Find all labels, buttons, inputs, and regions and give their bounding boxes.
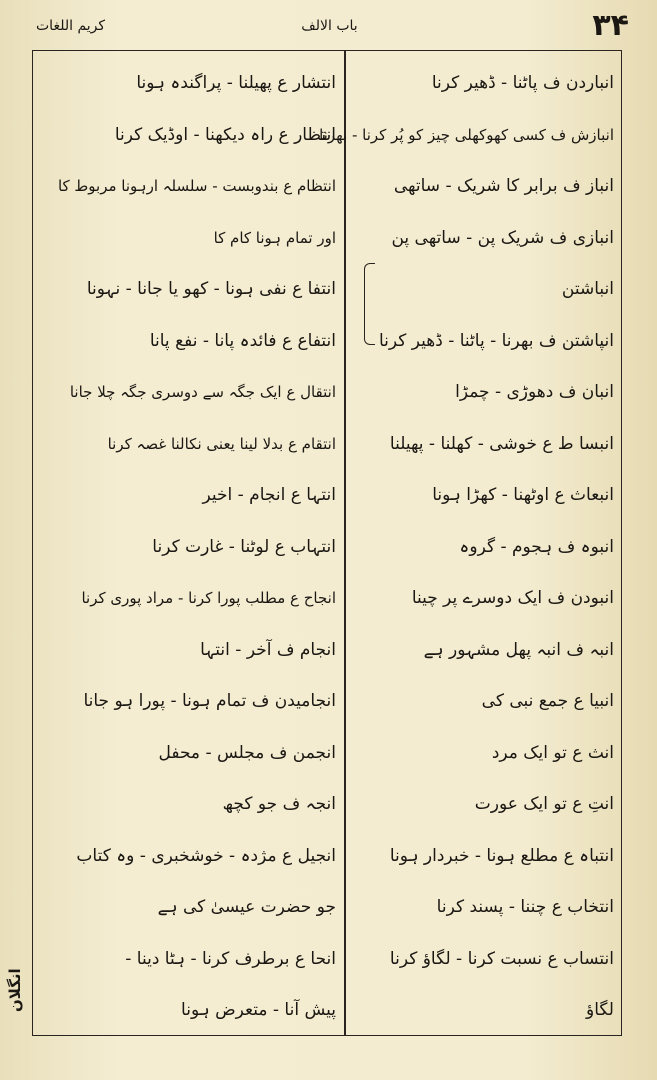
dictionary-entry: انبازش ف کسی کھوکھلی چیز کو پُر کرنا - بھرنا bbox=[319, 125, 614, 144]
dictionary-entry: انجاح ع مطلب پورا کرنا - مراد پوری کرنا bbox=[81, 589, 336, 607]
dictionary-entry: انتخاب ع چننا - پسند کرنا bbox=[436, 897, 614, 917]
dictionary-entry: انبوہ ف ہجوم - گروہ bbox=[459, 536, 614, 557]
dictionary-entry: انجیل ع مژدہ - خوشخبری - وہ کتاب bbox=[76, 845, 336, 866]
dictionary-entry: انتفا ع نفی ہونا - کھو یا جانا - نہونا bbox=[86, 279, 336, 299]
dictionary-entry: انتباہ ع مطلع ہونا - خبردار ہونا bbox=[389, 845, 614, 866]
dictionary-entry: انث ع تو ایک مرد bbox=[491, 742, 614, 763]
column-divider bbox=[344, 50, 346, 1036]
dictionary-entry: انبیا ع جمع نبی کی bbox=[481, 691, 614, 711]
dictionary-entry: انباز ف برابر کا شریک - ساتھی bbox=[393, 176, 614, 196]
dictionary-entry: انجہ ف جو کچھ bbox=[222, 794, 336, 814]
dictionary-entry: انتہاب ع لوٹنا - غارت کرنا bbox=[152, 536, 336, 557]
left-column bbox=[40, 58, 336, 1037]
dictionary-entry: انبہ ف انبہ پھل مشہور ہے bbox=[423, 639, 614, 660]
dictionary-entry: انتساب ع نسبت کرنا - لگاؤ کرنا bbox=[389, 948, 614, 969]
dictionary-entry: انتِ ع تو ایک عورت bbox=[474, 794, 614, 814]
right-column bbox=[319, 58, 614, 1037]
dictionary-entry: انتظام ع بندوبست - سلسلہ ارہونا مربوط کا bbox=[57, 177, 336, 195]
page-header bbox=[24, 8, 635, 46]
dictionary-entry: انجامیدن ف تمام ہونا - پورا ہو جانا bbox=[83, 691, 336, 711]
dictionary-entry-continuation: پیش آنا - متعرض ہونا bbox=[181, 1000, 336, 1020]
page-number: ۳۴ bbox=[592, 8, 629, 43]
dictionary-entry-continuation: اور تمام ہونا کام کا bbox=[213, 228, 336, 247]
dictionary-entry: انتظار ع راہ دیکھنا - اوڈیک کرنا bbox=[114, 124, 336, 145]
dictionary-entry: انتفاع ع فائدہ پانا - نفع پانا bbox=[149, 330, 336, 351]
dictionary-entry: انبازی ف شریک پن - ساتھی پن bbox=[391, 227, 614, 248]
dictionary-entry: انبعاث ع اوٹھنا - کھڑا ہونا bbox=[432, 485, 614, 505]
dictionary-entry: انبان ف دھوڑی - چمڑا bbox=[455, 382, 614, 402]
dictionary-entry: انپاشتن ف بھرنا - پاٹنا - ڈھیر کرنا bbox=[378, 330, 614, 351]
dictionary-entry: انبسا ط ع خوشی - کھلنا - پھیلنا bbox=[389, 433, 614, 454]
dictionary-entry: انتقال ع ایک جگہ سے دوسری جگہ چلا جانا bbox=[69, 383, 336, 401]
dictionary-entry: انجمن ف مجلس - محفل bbox=[158, 742, 336, 763]
dictionary-entry: انجام ف آخر - انتہا bbox=[200, 639, 336, 660]
dictionary-entry: انباردن ف پاٹنا - ڈھیر کرنا bbox=[431, 73, 614, 93]
book-title: کریم اللغات bbox=[36, 18, 106, 34]
dictionary-entry-continuation: جو حضرت عیسیٰ کی ہے bbox=[157, 897, 336, 917]
dictionary-entry: انتہا ع انجام - اخیر bbox=[202, 485, 336, 505]
margin-note: انگلان bbox=[6, 968, 24, 1012]
dictionary-entry: انبودن ف ایک دوسرے پر چینا bbox=[411, 588, 614, 608]
dictionary-entry: انتقام ع بدلا لینا یعنی نکالنا غصہ کرنا bbox=[107, 434, 336, 453]
dictionary-entry-continuation: لگاؤ bbox=[586, 1000, 614, 1020]
dictionary-entry: انباشتن bbox=[561, 279, 614, 299]
section-title: باب الالف bbox=[301, 18, 358, 34]
dictionary-entry: انتشار ع پھیلنا - پراگندہ ہونا bbox=[136, 73, 336, 93]
dictionary-entry: انحا ع برطرف کرنا - ہٹا دینا - bbox=[125, 948, 336, 969]
